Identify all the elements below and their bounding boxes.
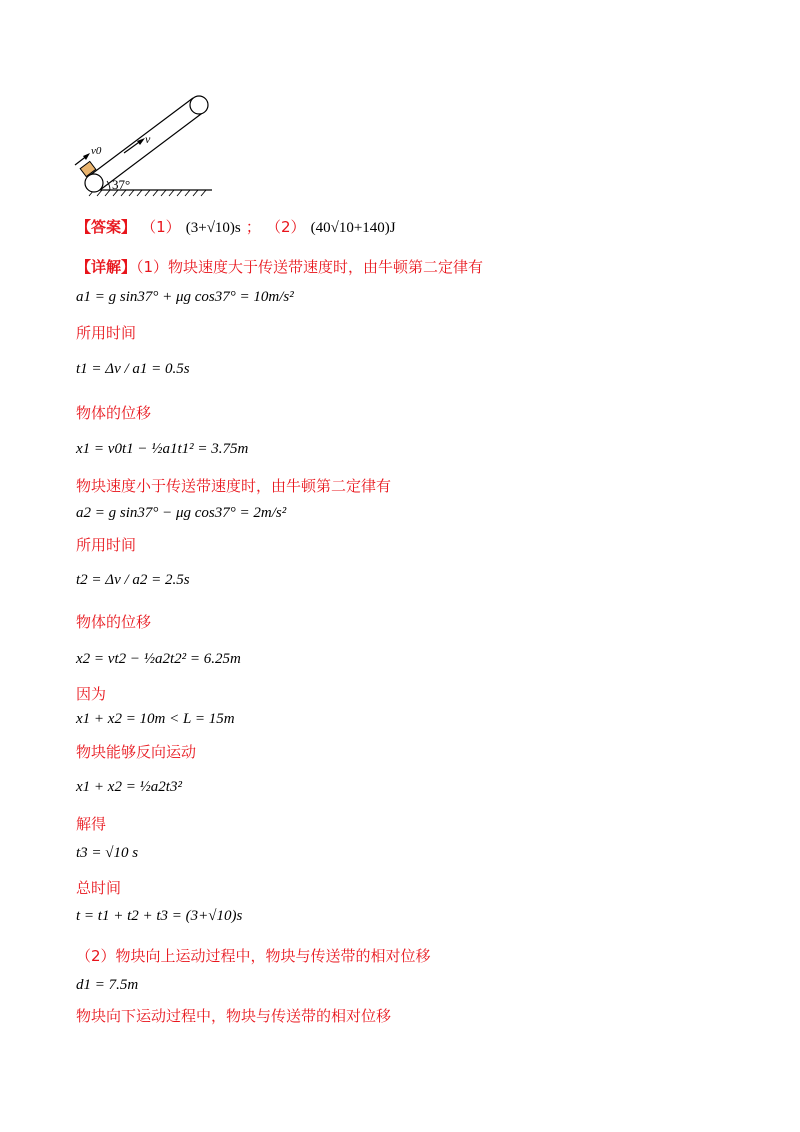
total-time-label: 总时间 xyxy=(76,879,122,897)
v0-label: v0 xyxy=(91,145,102,157)
equation-x2: x2 = vt2 − ½a2t2² = 6.25m xyxy=(76,651,241,667)
reverse-motion-text: 物块能够反向运动 xyxy=(76,743,197,761)
detail-label: 【详解】 xyxy=(76,258,137,276)
used-time-2: 所用时间 xyxy=(76,536,137,554)
detail-heading xyxy=(76,256,483,277)
v-label: v xyxy=(145,132,151,146)
conveyor-belt-diagram xyxy=(72,90,222,205)
downward-line: 物块向下运动过程中，物块与传送带的相对位移 xyxy=(76,1007,392,1025)
answer-part1-value: (3+√10)s xyxy=(185,220,241,236)
solve-label: 解得 xyxy=(76,815,107,833)
equation-t3: t3 = √10 s xyxy=(76,845,139,861)
answer-separator: ； xyxy=(245,218,261,236)
incline-belt-figure xyxy=(72,90,222,205)
answer-part2-value: (40√10+140)J xyxy=(310,220,396,236)
because-label: 因为 xyxy=(76,685,107,703)
answer-part2-label: （2） xyxy=(265,218,306,236)
equation-t2: t2 = Δv / a2 = 2.5s xyxy=(76,572,190,588)
equation-a2: a2 = g sin37° − μg cos37° = 2m/s² xyxy=(76,505,287,521)
displacement-1: 物体的位移 xyxy=(76,404,152,422)
detail-line1: （1）物块速度大于传送带速度时，由牛顿第二定律有 xyxy=(136,258,484,276)
answer-part1-label: （1） xyxy=(141,218,181,236)
equation-total: t = t1 + t2 + t3 = (3+√10)s xyxy=(76,908,243,924)
answer-label: 【答案】 xyxy=(76,218,137,236)
equation-x1: x1 = v0t1 − ½a1t1² = 3.75m xyxy=(76,441,249,457)
displacement-2: 物体的位移 xyxy=(76,613,152,631)
part2-line: （2）物块向上运动过程中，物块与传送带的相对位移 xyxy=(76,947,431,965)
equation-a1: a1 = g sin37° + μg cos37° = 10m/s² xyxy=(76,289,294,305)
equation-d1: d1 = 7.5m xyxy=(76,977,139,993)
equation-sum: x1 + x2 = 10m < L = 15m xyxy=(76,711,235,727)
answer-line xyxy=(76,216,396,237)
used-time-1: 所用时间 xyxy=(76,324,137,342)
detail-line2: 物块速度小于传送带速度时，由牛顿第二定律有 xyxy=(76,477,392,495)
angle-label: 37° xyxy=(112,177,131,192)
equation-reverse: x1 + x2 = ½a2t3² xyxy=(76,779,182,795)
equation-t1: t1 = Δv / a1 = 0.5s xyxy=(76,361,190,377)
